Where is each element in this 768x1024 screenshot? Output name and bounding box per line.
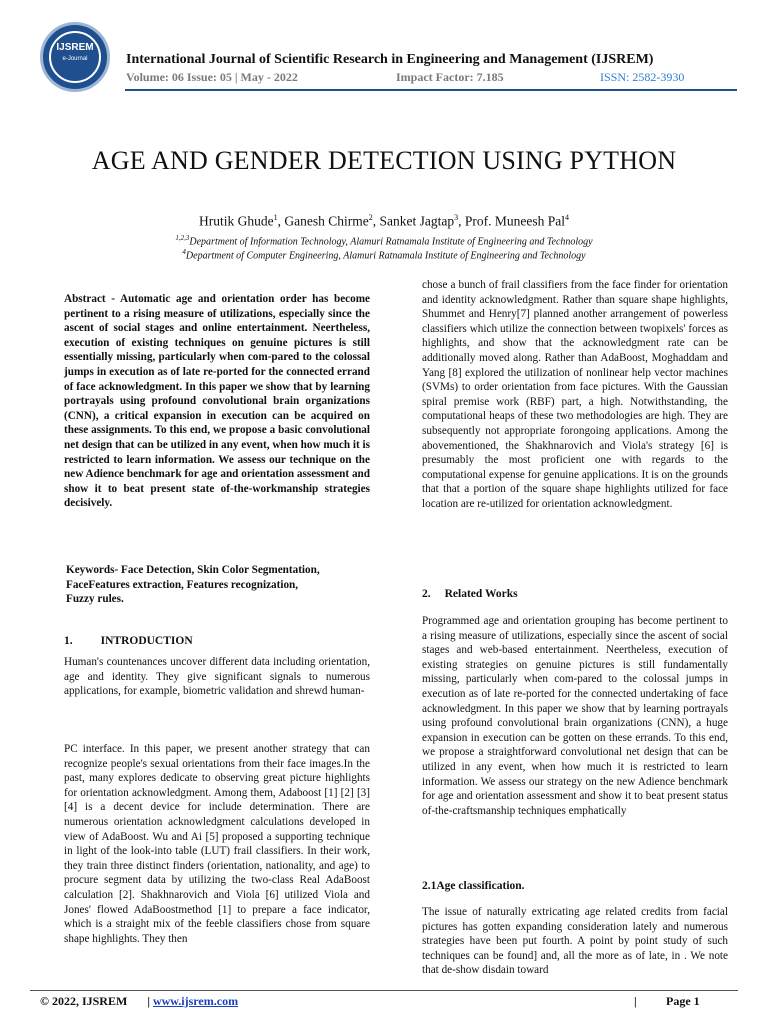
logo-subtext: e-Journal — [62, 56, 88, 62]
intro-paragraph-2 — [64, 742, 370, 946]
affiliation-sup: 1,2,3 — [175, 234, 190, 242]
body-text: The issue of naturally extricating age related credits from facial pictures has gotten expanding consideration lately and numerous strategies have been put fourth. A point by point study of such techniques can be found] and, all the more as of late, in . We note that de-show disdain toward — [422, 906, 728, 977]
footer-separator: | — [634, 994, 637, 1008]
author-sup: 1 — [273, 213, 278, 222]
keywords-line: Keywords- Face Detection, Skin Color Segmentation, — [66, 564, 320, 576]
abstract-block — [64, 292, 370, 511]
keywords — [66, 563, 372, 607]
intro-paragraph-1 — [64, 655, 370, 699]
page-number: Page 1 — [666, 994, 700, 1008]
volume-info: Volume: 06 Issue: 05 | May - 2022 — [126, 70, 298, 84]
intro-heading — [64, 634, 370, 649]
body-text: chose a bunch of frail classifiers from the face finder for orientation and identity acknowledgment. Rather than square shape highlights, Shummet and Henry[7] planned another arrangement of powerless classifiers which utilize the connection between twopixels' forces as highlights, and show that the acknowledgment rate can be additionally moved along. Rather than AdaBoost, Moghaddam and Yang [8] explored the utilization of nonlinear help vector machines (SVMs) to order orientation from face pictures. With the Gaussian spiral premise work (RBF) part, a high. Notwithstanding, the computational heaps of these two methodologies are high. They are subsequently not appropriate forongoing applications. Among the abovementioned, the Shakhnarovich and Viola's strategy [6] is presumably the most proficient one with regards to the computational expense for genuine applications. It is on the grounds that that a portion of the square shape highlights utilized for face location are re-utilized for orientation acknowledgment. — [422, 279, 728, 510]
journal-name: International Journal of Scientific Research in Engineering and Management (IJSREM) — [126, 52, 654, 67]
issn: ISSN: 2582-3930 — [600, 70, 685, 84]
author-sup: 4 — [564, 213, 569, 222]
section-number: 1. — [64, 635, 73, 647]
journal-logo — [40, 22, 110, 92]
age-classification-heading: 2.1Age classification. — [422, 880, 525, 892]
section-number: 2. — [422, 588, 431, 600]
author-name: Sanket Jagtap — [379, 213, 455, 229]
footer — [40, 994, 700, 1009]
affiliation-1 — [0, 234, 768, 247]
author-sup: 3 — [454, 213, 459, 222]
website-link[interactable]: www.ijsrem.com — [152, 994, 239, 1008]
affiliation-text: Department of Information Technology, Alamuri Ratnamala Institute of Engineering and Technology — [189, 236, 593, 248]
author-name: Ganesh Chirme — [284, 213, 369, 229]
footer-separator: | — [147, 994, 150, 1008]
author-sup: 2 — [368, 213, 373, 222]
impact-factor: Impact Factor: 7.185 — [396, 70, 504, 84]
related-works-paragraph — [422, 614, 728, 818]
body-text: Programmed age and orientation grouping has become pertinent to a rising measure of utilizations, especially since the ascent of social stages and web-based entertainment. Neertheless, execution of existing strategies on genuine pictures is still fundamentally missing, particularly when com-pared to the colossal jumps in execution as of late re-ported for the connected undertaking of face acknowledgment. In this paper we show that by learning portrayals using profound convolutional brain organizations (CNN), a huge expansion in execution can be gotten on these errands. To this end, we propose a straightforward convolutional net design that can be utilized in any event, when how much it is restricted to learn information. We assess our strategy on the new Adience benchmark for age and orientation assessment and show it to beat present status of-the-craftsmanship techniques emphatically — [422, 615, 728, 817]
logo-text: IJSREM — [56, 42, 94, 53]
author-name: Hrutik Ghude — [199, 213, 274, 229]
keywords-line: FaceFeatures extraction, Features recognization, — [66, 578, 299, 591]
intro-text: PC interface. In this paper, we present another strategy that can recognize people's sexual orientations from their face images.In the past, many explores dedicate to observing great picture highlights for orientation acknowledgment. Among them, Adaboost [1] [2] [3] [4] is a decent device for include determination. There are numerous orientation acknowledgment calculations developed in view of AdaBoost. Wu and Ai [5] proposed a supporting technique in light of the look-into table (LUT) frail classifiers. In their work, they train three distinct finders (orientation, nationality, and age) to procure segment data by utilizing the two-class Real AdaBoost calculation [2]. Shakhnarovich and Viola [6] utilized Viola and Jones' flowed AdaBoostmethod [1] to prepare a face indicator, which is a straight mix of the feeble classifiers chose from square shape highlights. They then — [64, 743, 370, 945]
intro-text: Human's countenances uncover different data including orientation, age and identity. They give significant signals to numerous applications, for example, biometric validation and shrewd human- — [64, 656, 370, 698]
keywords-line: Fuzzy rules. — [66, 593, 124, 606]
section-title: Related Works — [444, 588, 518, 600]
paper-title: AGE AND GENDER DETECTION USING PYTHON — [91, 146, 677, 175]
section-title: INTRODUCTION — [100, 635, 193, 647]
related-works-heading — [422, 587, 728, 602]
header-rule — [125, 89, 737, 91]
affiliation-2 — [0, 248, 768, 261]
affiliation-sup: 4 — [182, 248, 186, 256]
footer-rule — [30, 990, 738, 991]
right-paragraph-1 — [422, 278, 728, 512]
copyright: © 2022, IJSREM — [40, 994, 128, 1008]
affiliation-text: Department of Computer Engineering, Alamuri Ratnamala Institute of Engineering and Technology — [185, 250, 586, 262]
age-classification-paragraph — [422, 905, 728, 978]
author-name: Prof. Muneesh Pal — [464, 213, 565, 229]
abstract: Abstract - Automatic age and orientation order has become pertinent to a rising measure of utilizations, especially since the ascent of social stages and online entertainment. Neertheless, execution of existing techniques on genuine pictures is still essentially missing, particularly when com-pared to the colossal jumps in execution as of late re-ported for the connected errand of face acknowledgment. In this paper we show that by learning portrayals using profound convolutional brain organizations (CNN), a critical expansion in execution can be acquired on these assignments. To this end, we propose a basic convolutional net design that can be utilized in any event, when how much it is restricted to learn information. We assess our technique on the new Adience benchmark for age and orientation assessment and show it to beat present state of-the-workmanship strategies decisively. — [64, 293, 370, 510]
author-list: Hrutik Ghude$^1$, Ganesh Chirme$^2$, Sanket Jagtap$^3$, Prof. Muneesh Pal$^4$ — [199, 213, 569, 229]
